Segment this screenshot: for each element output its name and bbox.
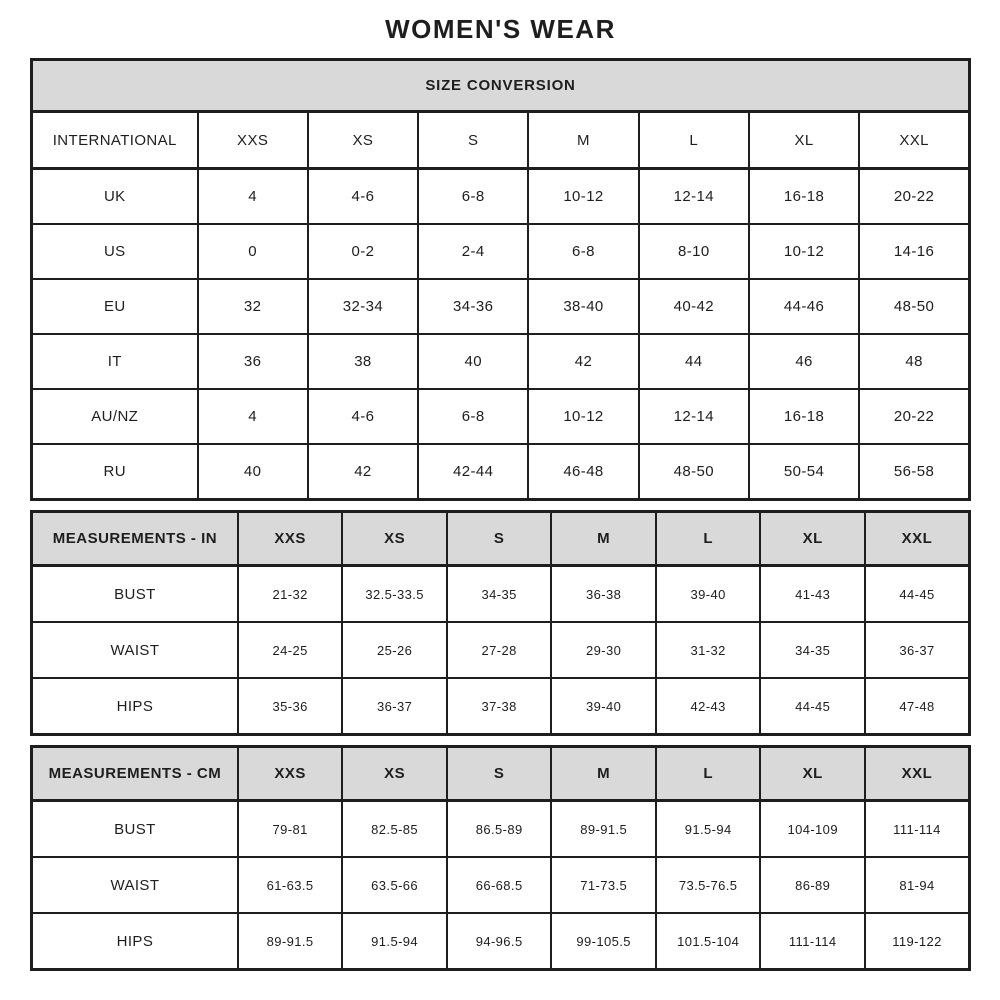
measurements-cm-table [30, 745, 971, 971]
size-value-cell: 48 [859, 334, 969, 389]
row-label: WAIST [32, 622, 238, 678]
size-value-cell: 82.5-85 [342, 801, 447, 858]
row-label: BUST [32, 801, 238, 858]
size-value-cell: 40 [418, 334, 528, 389]
size-value-cell: 32 [198, 279, 308, 334]
size-value-cell: 89-91.5 [238, 913, 343, 970]
row-label: WAIST [32, 857, 238, 913]
size-value-cell: 36-37 [342, 678, 447, 735]
size-value-cell: 34-35 [447, 566, 552, 623]
size-value-cell: 73.5-76.5 [656, 857, 761, 913]
row-label: EU [32, 279, 198, 334]
size-value-cell: 29-30 [551, 622, 656, 678]
table-title-cell: MEASUREMENTS - IN [32, 512, 238, 566]
table-row [32, 224, 970, 279]
size-value-cell: 16-18 [749, 389, 859, 444]
size-value-cell: 42 [528, 334, 638, 389]
column-header: XS [342, 512, 447, 566]
column-header: XL [760, 512, 865, 566]
size-value-cell: 32.5-33.5 [342, 566, 447, 623]
column-header: XL [749, 112, 859, 169]
size-value-cell: 31-32 [656, 622, 761, 678]
table-row [32, 169, 970, 225]
table-row [32, 444, 970, 500]
size-value-cell: 36 [198, 334, 308, 389]
table-row [32, 913, 970, 970]
column-header: XL [760, 747, 865, 801]
size-value-cell: 4-6 [308, 389, 418, 444]
size-value-cell: 8-10 [639, 224, 749, 279]
measurements-in-table [30, 510, 971, 736]
table-row [32, 566, 970, 623]
table-row [32, 857, 970, 913]
row-label: US [32, 224, 198, 279]
size-value-cell: 39-40 [551, 678, 656, 735]
size-value-cell: 50-54 [749, 444, 859, 500]
size-value-cell: 91.5-94 [656, 801, 761, 858]
size-value-cell: 12-14 [639, 389, 749, 444]
table-header-row [32, 112, 970, 169]
row-label: HIPS [32, 913, 238, 970]
size-value-cell: 71-73.5 [551, 857, 656, 913]
size-value-cell: 12-14 [639, 169, 749, 225]
size-value-cell: 111-114 [865, 801, 970, 858]
size-value-cell: 38-40 [528, 279, 638, 334]
column-header: XXL [859, 112, 969, 169]
size-value-cell: 61-63.5 [238, 857, 343, 913]
table-row [32, 801, 970, 858]
size-value-cell: 39-40 [656, 566, 761, 623]
size-value-cell: 46 [749, 334, 859, 389]
page-title: WOMEN'S WEAR [385, 14, 616, 44]
size-value-cell: 6-8 [528, 224, 638, 279]
size-value-cell: 104-109 [760, 801, 865, 858]
row-label: IT [32, 334, 198, 389]
size-value-cell: 35-36 [238, 678, 343, 735]
column-header: XXS [238, 747, 343, 801]
size-value-cell: 48-50 [639, 444, 749, 500]
row-label: HIPS [32, 678, 238, 735]
column-header: M [551, 512, 656, 566]
size-value-cell: 44-45 [760, 678, 865, 735]
table-title-cell: INTERNATIONAL [32, 112, 198, 169]
size-value-cell: 44-46 [749, 279, 859, 334]
table-banner-row [32, 60, 970, 112]
size-value-cell: 40 [198, 444, 308, 500]
column-header: S [447, 512, 552, 566]
table-header-row [32, 747, 970, 801]
column-header: M [551, 747, 656, 801]
size-value-cell: 47-48 [865, 678, 970, 735]
column-header: XXL [865, 747, 970, 801]
size-value-cell: 6-8 [418, 169, 528, 225]
size-value-cell: 25-26 [342, 622, 447, 678]
size-value-cell: 46-48 [528, 444, 638, 500]
size-value-cell: 0 [198, 224, 308, 279]
size-value-cell: 81-94 [865, 857, 970, 913]
table-row [32, 389, 970, 444]
column-header: S [418, 112, 528, 169]
row-label: AU/NZ [32, 389, 198, 444]
column-header: XS [308, 112, 418, 169]
size-value-cell: 10-12 [528, 169, 638, 225]
size-value-cell: 42-44 [418, 444, 528, 500]
size-value-cell: 99-105.5 [551, 913, 656, 970]
size-value-cell: 32-34 [308, 279, 418, 334]
size-value-cell: 37-38 [447, 678, 552, 735]
size-value-cell: 34-36 [418, 279, 528, 334]
column-header: L [656, 747, 761, 801]
size-value-cell: 6-8 [418, 389, 528, 444]
size-conversion-table [30, 58, 971, 501]
size-value-cell: 86-89 [760, 857, 865, 913]
size-value-cell: 119-122 [865, 913, 970, 970]
size-value-cell: 101.5-104 [656, 913, 761, 970]
table-title-cell: MEASUREMENTS - CM [32, 747, 238, 801]
size-value-cell: 21-32 [238, 566, 343, 623]
size-value-cell: 0-2 [308, 224, 418, 279]
size-value-cell: 4-6 [308, 169, 418, 225]
row-label: BUST [32, 566, 238, 623]
table-banner: SIZE CONVERSION [32, 60, 970, 112]
table-row [32, 279, 970, 334]
size-value-cell: 44-45 [865, 566, 970, 623]
column-header: M [528, 112, 638, 169]
size-value-cell: 24-25 [238, 622, 343, 678]
size-value-cell: 94-96.5 [447, 913, 552, 970]
row-label: RU [32, 444, 198, 500]
table-header-row [32, 512, 970, 566]
size-value-cell: 14-16 [859, 224, 969, 279]
size-value-cell: 56-58 [859, 444, 969, 500]
size-value-cell: 63.5-66 [342, 857, 447, 913]
size-value-cell: 36-37 [865, 622, 970, 678]
column-header: XXS [198, 112, 308, 169]
size-value-cell: 86.5-89 [447, 801, 552, 858]
column-header: XXS [238, 512, 343, 566]
size-value-cell: 79-81 [238, 801, 343, 858]
size-value-cell: 91.5-94 [342, 913, 447, 970]
size-value-cell: 4 [198, 389, 308, 444]
size-value-cell: 40-42 [639, 279, 749, 334]
column-header: L [639, 112, 749, 169]
table-row [32, 622, 970, 678]
table-row [32, 334, 970, 389]
size-value-cell: 42-43 [656, 678, 761, 735]
size-value-cell: 16-18 [749, 169, 859, 225]
size-value-cell: 27-28 [447, 622, 552, 678]
size-value-cell: 89-91.5 [551, 801, 656, 858]
size-value-cell: 42 [308, 444, 418, 500]
size-value-cell: 48-50 [859, 279, 969, 334]
size-value-cell: 44 [639, 334, 749, 389]
size-value-cell: 20-22 [859, 169, 969, 225]
table-row [32, 678, 970, 735]
row-label: UK [32, 169, 198, 225]
size-value-cell: 20-22 [859, 389, 969, 444]
size-value-cell: 10-12 [749, 224, 859, 279]
size-value-cell: 111-114 [760, 913, 865, 970]
size-value-cell: 10-12 [528, 389, 638, 444]
size-value-cell: 38 [308, 334, 418, 389]
column-header: XS [342, 747, 447, 801]
size-value-cell: 41-43 [760, 566, 865, 623]
size-value-cell: 2-4 [418, 224, 528, 279]
size-value-cell: 4 [198, 169, 308, 225]
column-header: L [656, 512, 761, 566]
size-value-cell: 66-68.5 [447, 857, 552, 913]
size-value-cell: 36-38 [551, 566, 656, 623]
size-value-cell: 34-35 [760, 622, 865, 678]
column-header: S [447, 747, 552, 801]
column-header: XXL [865, 512, 970, 566]
